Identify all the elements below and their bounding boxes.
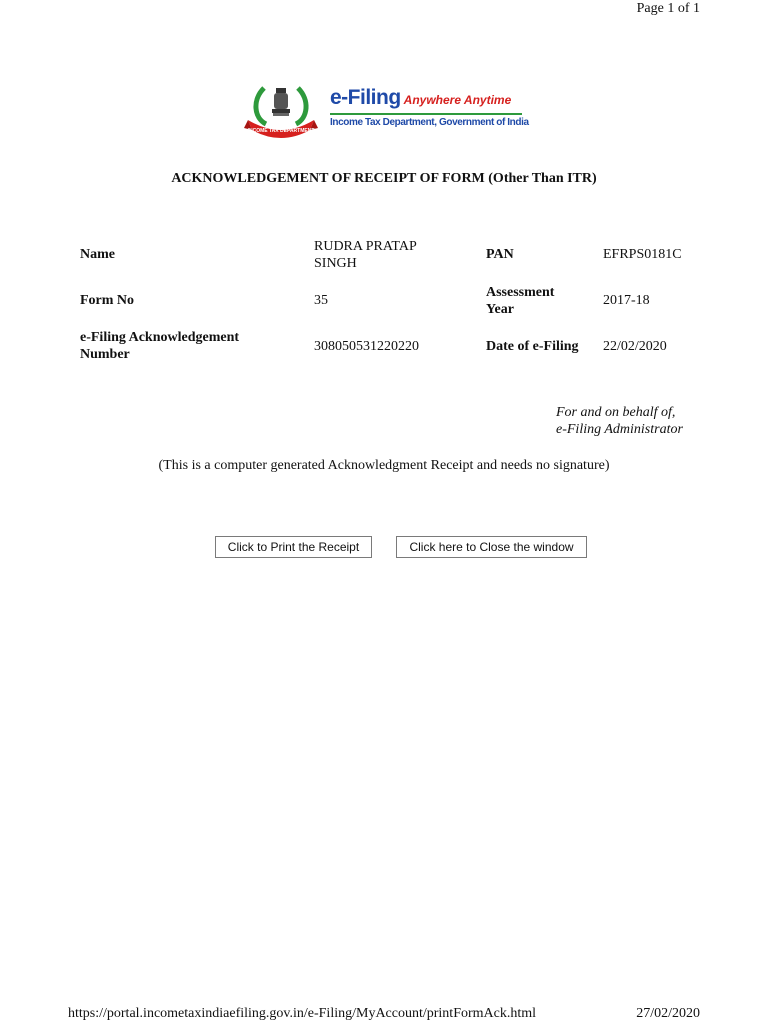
ack-number-label-line-2: Number: [80, 347, 130, 362]
page-title: ACKNOWLEDGEMENT OF RECEIPT OF FORM (Other Than ITR): [171, 171, 597, 186]
pan-value: EFRPS0181C: [603, 247, 682, 262]
brand-tagline: Anywhere Anytime: [403, 93, 512, 107]
footer-url: https://portal.incometaxindiaefiling.gov.in/e-Filing/MyAccount/printFormAck.html: [68, 1006, 537, 1021]
assessment-year-label-line-2: Year: [486, 302, 514, 317]
brand-name: e-Filing: [330, 86, 401, 109]
ack-number-value: 308050531220220: [314, 339, 419, 354]
name-label: Name: [80, 247, 115, 262]
emblem-icon: [244, 80, 318, 140]
page-number: Page 1 of 1: [636, 1, 700, 16]
ack-number-label: [80, 329, 239, 363]
emblem-ribbon-text: INCOME TAX DEPARTMENT: [247, 128, 315, 134]
computer-generated-note: (This is a computer generated Acknowledgment Receipt and needs no signature): [158, 458, 610, 473]
name-value: [314, 238, 417, 272]
on-behalf-line-2: e-Filing Administrator: [556, 422, 683, 437]
name-value-line-1: RUDRA PRATAP: [314, 239, 417, 254]
print-receipt-button[interactable]: Click to Print the Receipt: [215, 536, 372, 558]
assessment-year-label-line-1: Assessment: [486, 285, 555, 300]
form-no-value: 35: [314, 293, 328, 308]
ack-number-label-line-1: e-Filing Acknowledgement: [80, 330, 240, 345]
date-of-efiling-label: Date of e-Filing: [486, 339, 579, 354]
brand-title: [330, 86, 511, 110]
assessment-year-label: [486, 284, 554, 318]
close-window-button[interactable]: Click here to Close the window: [396, 536, 587, 558]
pan-label: PAN: [486, 247, 514, 262]
form-no-label: Form No: [80, 293, 135, 308]
date-of-efiling-value: 22/02/2020: [603, 339, 667, 354]
brand-divider: [330, 113, 522, 115]
brand-subtitle: Income Tax Department, Government of India: [330, 117, 529, 128]
name-value-line-2: SINGH: [314, 256, 357, 271]
assessment-year-value: 2017-18: [603, 293, 650, 308]
footer-date: 27/02/2020: [636, 1006, 700, 1021]
on-behalf-line-1: For and on behalf of,: [556, 405, 676, 420]
on-behalf-of: [556, 404, 683, 438]
efiling-logo: [244, 80, 534, 140]
